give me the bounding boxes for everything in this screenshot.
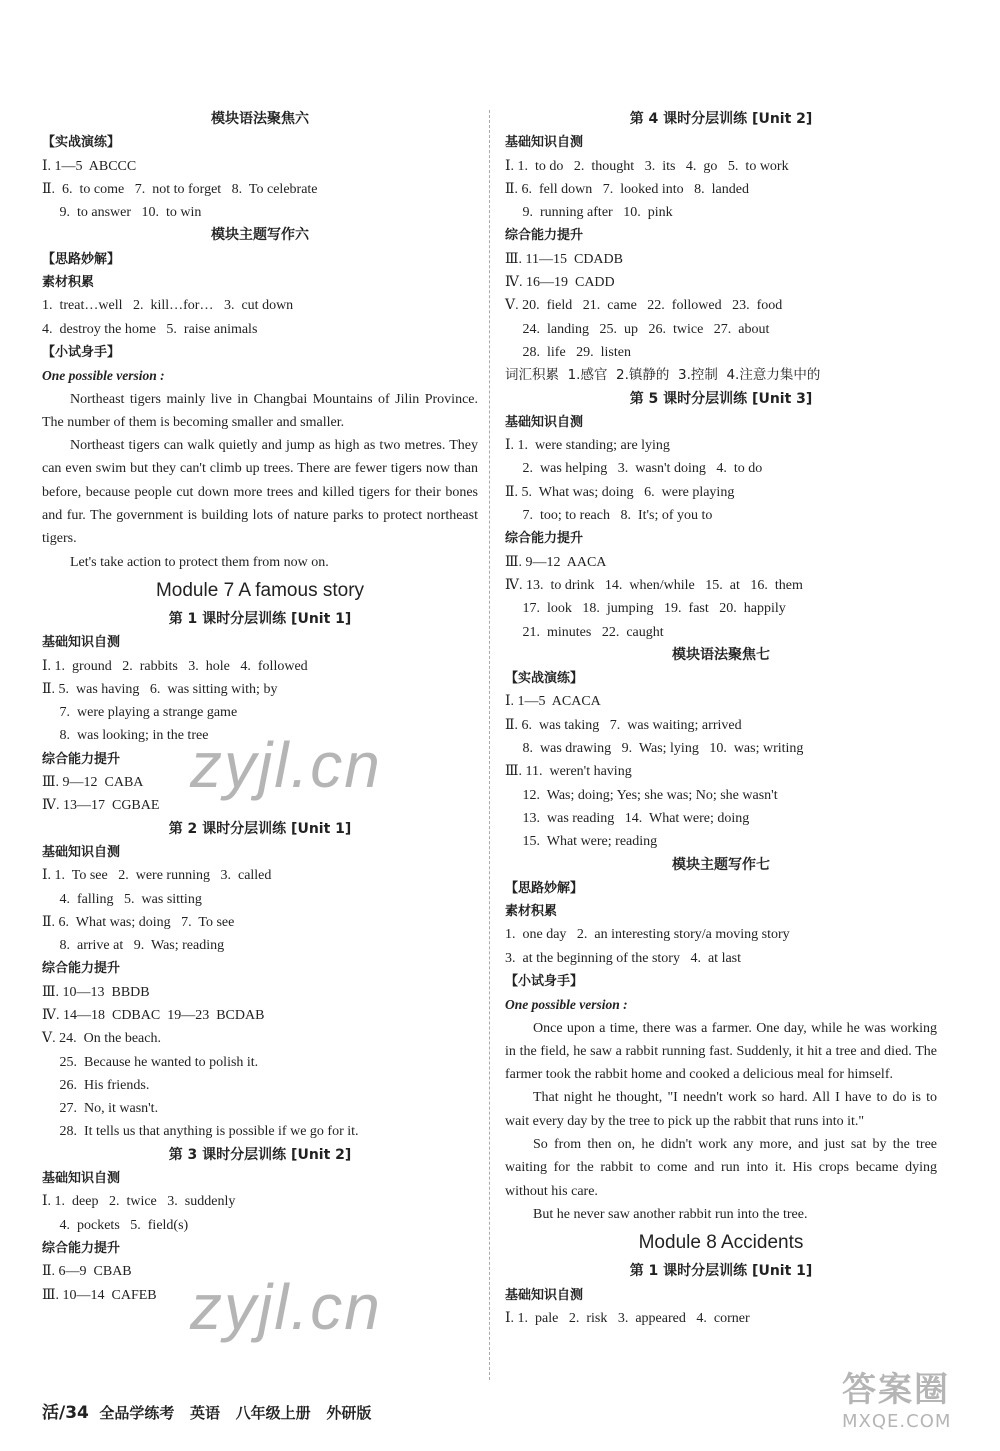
- subsection-label: 基础知识自测: [505, 414, 584, 430]
- answer-line: 9. to answer 10. to win: [42, 205, 202, 221]
- answer-line: 27. No, it wasn't.: [42, 1101, 159, 1117]
- watermark-text: zyjl.cn: [190, 1271, 382, 1343]
- section-heading: 第 1 课时分层训练 [Unit 1]: [629, 1263, 813, 1280]
- answer-line: 1. one day 2. an interesting story/a moving story: [505, 927, 790, 943]
- section-heading: 第 1 课时分层训练 [Unit 1]: [168, 610, 352, 627]
- subsection-label: 【小试身手】: [505, 973, 584, 989]
- watermark-logo-top: 答案圈: [842, 1370, 950, 1410]
- book-title: 全品学练考 英语 八年级上册 外研版: [99, 1404, 372, 1422]
- page-number: 活/34: [42, 1403, 89, 1423]
- module-title: Module 8 Accidents: [638, 1232, 804, 1254]
- answer-line: 25. Because he wanted to polish it.: [42, 1054, 259, 1070]
- version-label: One possible version :: [505, 997, 628, 1013]
- answer-line: Ⅰ. 1. To see 2. were running 3. called: [42, 868, 272, 884]
- answer-line: Ⅱ. 6. was taking 7. was waiting; arrived: [505, 717, 742, 733]
- subsection-label: 【小试身手】: [42, 344, 121, 360]
- page-footer: [42, 1398, 371, 1423]
- answer-line: Ⅱ. 5. was having 6. was sitting with; by: [42, 681, 278, 697]
- section-heading: 模块主题写作六: [211, 227, 309, 244]
- subsection-label: 综合能力提升: [42, 1240, 121, 1256]
- subsection-label: 综合能力提升: [505, 228, 584, 244]
- answer-line: Ⅱ. 6—9 CBAB: [42, 1264, 132, 1280]
- version-label: One possible version :: [42, 368, 165, 384]
- answer-line: 28. life 29. listen: [505, 344, 631, 360]
- vocabulary-line: 词汇积累 1.感官 2.镇静的 3.控制 4.注意力集中的: [505, 367, 821, 384]
- essay-paragraph: But he never saw another rabbit run into the tree.: [533, 1206, 808, 1222]
- section-heading: 第 3 课时分层训练 [Unit 2]: [168, 1146, 352, 1163]
- section-heading: 第 4 课时分层训练 [Unit 2]: [629, 111, 813, 127]
- answer-line: Ⅰ. 1. deep 2. twice 3. suddenly: [42, 1194, 236, 1210]
- answer-line: Ⅴ. 20. field 21. came 22. followed 23. food: [505, 298, 783, 314]
- answer-line: Ⅳ. 14—18 CDBAC 19—23 BCDAB: [42, 1007, 265, 1023]
- subsection-label: 素材积累: [505, 904, 558, 920]
- answer-line: 2. was helping 3. wasn't doing 4. to do: [505, 461, 763, 477]
- subsection-label: 【实战演练】: [505, 671, 584, 687]
- answer-line: Ⅳ. 16—19 CADD: [505, 275, 615, 291]
- subsection-label: 综合能力提升: [42, 961, 121, 977]
- answer-line: Ⅰ. 1—5 ABCCC: [42, 158, 137, 174]
- answer-line: 3. at the beginning of the story 4. at last: [505, 950, 742, 966]
- left-column: [42, 108, 478, 1307]
- answer-line: Ⅱ. 6. to come 7. not to forget 8. To celebrate: [42, 181, 318, 197]
- section-heading: 模块主题写作七: [672, 856, 770, 873]
- subsection-label: 综合能力提升: [42, 751, 121, 767]
- answer-line: 4. destroy the home 5. raise animals: [42, 321, 258, 337]
- essay-paragraph: Northeast tigers mainly live in Changbai Mountains of Jilin Province. The number of them is becoming smaller and smaller.: [42, 391, 478, 430]
- answer-line: 12. Was; doing; Yes; she was; No; she wasn't: [505, 787, 778, 803]
- answer-line: Ⅱ. 5. What was; doing 6. were playing: [505, 484, 735, 500]
- answer-line: 21. minutes 22. caught: [505, 624, 664, 640]
- answer-line: Ⅳ. 13—17 CGBAE: [42, 798, 160, 814]
- answer-line: Ⅲ. 9—12 AACA: [505, 554, 607, 570]
- answer-line: Ⅰ. 1. to do 2. thought 3. its 4. go 5. to work: [505, 158, 789, 174]
- answer-line: 4. falling 5. was sitting: [42, 891, 202, 907]
- answer-line: Ⅳ. 13. to drink 14. when/while 15. at 16. them: [505, 577, 803, 593]
- answer-line: 7. were playing a strange game: [42, 705, 238, 721]
- answer-line: 8. was looking; in the tree: [42, 728, 209, 744]
- answer-line: 9. running after 10. pink: [505, 205, 673, 221]
- answer-line: Ⅲ. 9—12 CABA: [42, 775, 144, 791]
- answer-line: 4. pockets 5. field(s): [42, 1217, 189, 1233]
- answer-line: Ⅲ. 10—14 CAFEB: [42, 1287, 157, 1303]
- answer-line: Ⅱ. 6. fell down 7. looked into 8. landed: [505, 181, 749, 197]
- section-heading: 模块语法聚焦六: [211, 111, 309, 127]
- essay-paragraph: Let's take action to protect them from now on.: [70, 554, 329, 570]
- subsection-label: 【思路妙解】: [505, 880, 584, 896]
- essay-paragraph: So from then on, he didn't work any more, and just sat by the tree waiting for the rabbit to come and run into it. His crops became dying without his care.: [505, 1137, 937, 1199]
- answer-line: Ⅰ. 1—5 ACACA: [505, 694, 601, 710]
- answer-line: Ⅲ. 10—13 BBDB: [42, 984, 150, 1000]
- answer-line: 8. was drawing 9. Was; lying 10. was; writing: [505, 741, 804, 757]
- subsection-label: 基础知识自测: [42, 1171, 121, 1187]
- answer-line: Ⅰ. 1. ground 2. rabbits 3. hole 4. followed: [42, 658, 308, 674]
- section-heading: 第 5 课时分层训练 [Unit 3]: [629, 390, 813, 407]
- subsection-label: 基础知识自测: [505, 135, 584, 151]
- essay-paragraph: That night he thought, "I needn't work so hard. All I have to do is to wait every day by the tree to pick up the rabbit that runs into it.": [505, 1090, 937, 1129]
- module-title: Module 7 A famous story: [155, 579, 365, 601]
- answer-line: 7. too; to reach 8. It's; of you to: [505, 508, 713, 524]
- answer-line: 15. What were; reading: [505, 834, 658, 850]
- answer-line: 1. treat…well 2. kill…for… 3. cut down: [42, 298, 294, 314]
- answer-line: Ⅰ. 1. pale 2. risk 3. appeared 4. corner: [505, 1310, 750, 1326]
- subsection-label: 【实战演练】: [42, 135, 121, 151]
- column-divider: [489, 110, 490, 1380]
- watermark-logo: [842, 1362, 982, 1442]
- answer-line: Ⅲ. 11. weren't having: [505, 764, 632, 780]
- answer-line: Ⅰ. 1. were standing; are lying: [505, 438, 670, 454]
- watermark-text: zyjl.cn: [190, 729, 382, 801]
- answer-line: 17. look 18. jumping 19. fast 20. happily: [505, 601, 786, 617]
- answer-line: 13. was reading 14. What were; doing: [505, 810, 750, 826]
- answer-line: 28. It tells us that anything is possible if we go for it.: [42, 1124, 359, 1140]
- essay-paragraph: Northeast tigers can walk quietly and jump as high as two metres. They can even swim but they can't climb up trees. There are fewer tigers now than before, because people cut down more trees and killed tigers for their bones and fur. The government is building lots of nature parks to protect northeast tigers.: [42, 438, 478, 547]
- section-heading: 模块语法聚焦七: [672, 646, 770, 663]
- answer-line: Ⅱ. 6. What was; doing 7. To see: [42, 914, 235, 930]
- answer-line: Ⅴ. 24. On the beach.: [42, 1031, 161, 1047]
- subsection-label: 基础知识自测: [42, 844, 121, 860]
- right-column: [505, 108, 937, 1330]
- subsection-label: 基础知识自测: [42, 635, 121, 651]
- watermark-logo-bottom: MXQE.COM: [842, 1411, 952, 1432]
- subsection-label: 素材积累: [42, 275, 95, 291]
- answer-line: 24. landing 25. up 26. twice 27. about: [505, 321, 770, 337]
- answer-line: 8. arrive at 9. Was; reading: [42, 938, 225, 954]
- subsection-label: 综合能力提升: [505, 531, 584, 547]
- answer-line: Ⅲ. 11—15 CDADB: [505, 251, 623, 267]
- subsection-label: 基础知识自测: [505, 1287, 584, 1303]
- subsection-label: 【思路妙解】: [42, 251, 121, 267]
- essay-paragraph: Once upon a time, there was a farmer. One day, while he was working in the field, he saw a rabbit running fast. Suddenly, it hit a tree and died. The farmer took the rabbit home and cooked a delicious meal for himself.: [505, 1020, 937, 1083]
- answer-line: 26. His friends.: [42, 1077, 150, 1093]
- section-heading: 第 2 课时分层训练 [Unit 1]: [168, 820, 352, 837]
